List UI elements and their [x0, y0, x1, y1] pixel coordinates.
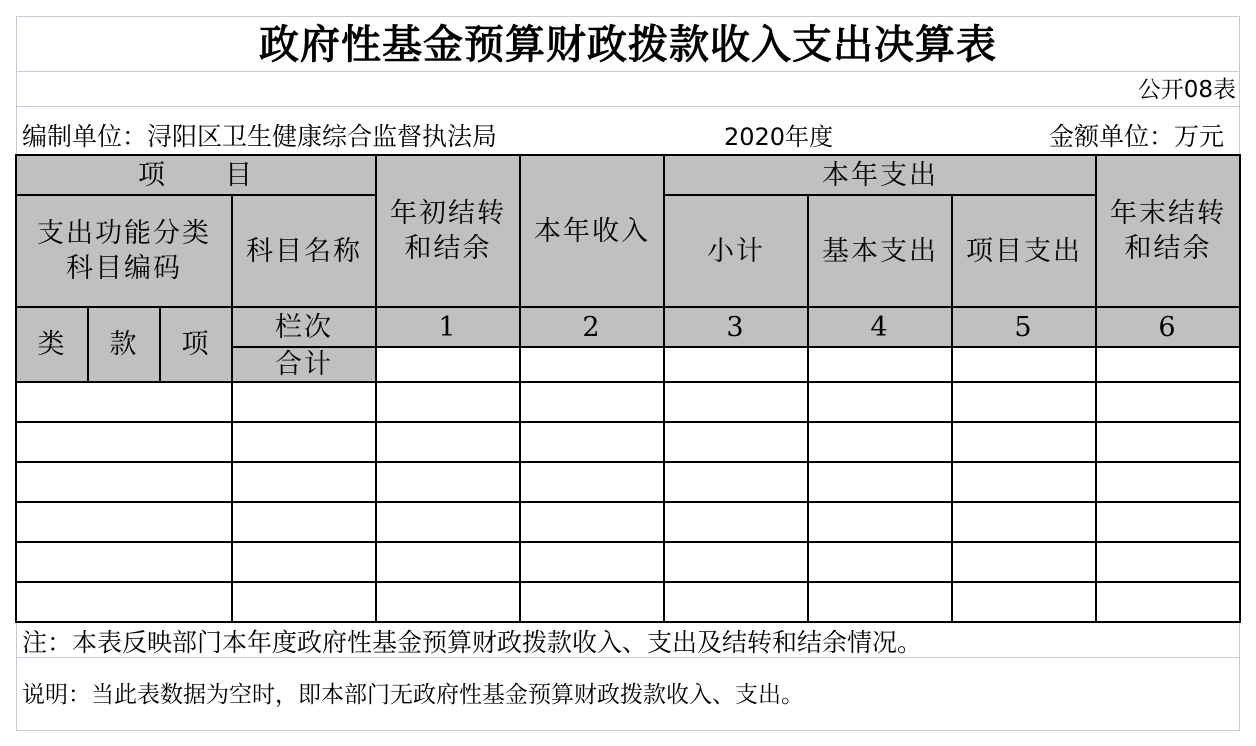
- table-border: [15, 621, 1241, 623]
- table-border: [1095, 154, 1097, 623]
- total-label: 合计: [232, 347, 376, 382]
- form-code: 公开08表: [1137, 77, 1236, 103]
- compiling-unit-label: 编制单位：: [22, 122, 148, 151]
- table-border: [15, 154, 17, 623]
- table-border: [15, 154, 1241, 156]
- table-border: [15, 461, 1241, 463]
- table-border: [159, 306, 161, 383]
- header-basic: 基本支出: [808, 195, 952, 307]
- table-border: [231, 194, 233, 623]
- page-title: 政府性基金预算财政拨款收入支出决算表: [259, 21, 997, 68]
- header-start-balance: 年初结转和结余: [376, 155, 520, 307]
- header-end-balance: 年末结转和结余: [1096, 155, 1240, 307]
- header-income: 本年收入: [520, 155, 664, 307]
- amount-unit: 金额单位：万元: [1048, 122, 1224, 151]
- column-number: 4: [808, 307, 952, 347]
- grid-line: [16, 106, 1240, 107]
- compiling-unit: [22, 121, 497, 153]
- table-border: [15, 541, 1241, 543]
- header-function-code: 支出功能分类科目编码: [16, 195, 232, 307]
- header-expenditure: 本年支出: [664, 155, 1096, 195]
- column-number: 5: [952, 307, 1096, 347]
- table-border: [375, 154, 377, 623]
- table-border: [15, 381, 1241, 383]
- header-project-exp: 项目支出: [952, 195, 1096, 307]
- header-item: 项: [160, 307, 232, 382]
- table-border: [15, 306, 1241, 308]
- compiling-unit-name: 浔阳区卫生健康综合监督执法局: [147, 122, 498, 151]
- table-border: [807, 194, 809, 623]
- table-border: [663, 154, 665, 623]
- column-number: 2: [520, 307, 664, 347]
- header-class: 类: [16, 307, 88, 382]
- table-border: [15, 194, 377, 196]
- table-border: [231, 346, 1241, 348]
- table-note: 注：本表反映部门本年度政府性基金预算财政拨款收入、支出及结转和结余情况。: [22, 628, 923, 657]
- header-section: 款: [88, 307, 160, 382]
- table-border: [15, 421, 1241, 423]
- table-border: [1239, 154, 1241, 623]
- column-number: 3: [664, 307, 808, 347]
- table-border: [519, 154, 521, 623]
- column-number: 6: [1096, 307, 1240, 347]
- table-border: [951, 194, 953, 623]
- table-border: [663, 194, 1097, 196]
- header-project: 项 目: [16, 155, 376, 195]
- table-border: [15, 501, 1241, 503]
- table-border: [87, 306, 89, 383]
- column-number: 1: [376, 307, 520, 347]
- fiscal-year: 2020年度: [724, 123, 834, 151]
- table-explanation: 说明：当此表数据为空时，即本部门无政府性基金预算财政拨款收入、支出。: [22, 682, 804, 708]
- header-subtotal: 小计: [664, 195, 808, 307]
- table-border: [15, 581, 1241, 583]
- header-subject-name: 科目名称: [232, 195, 376, 307]
- header-column-no: 栏次: [232, 307, 376, 347]
